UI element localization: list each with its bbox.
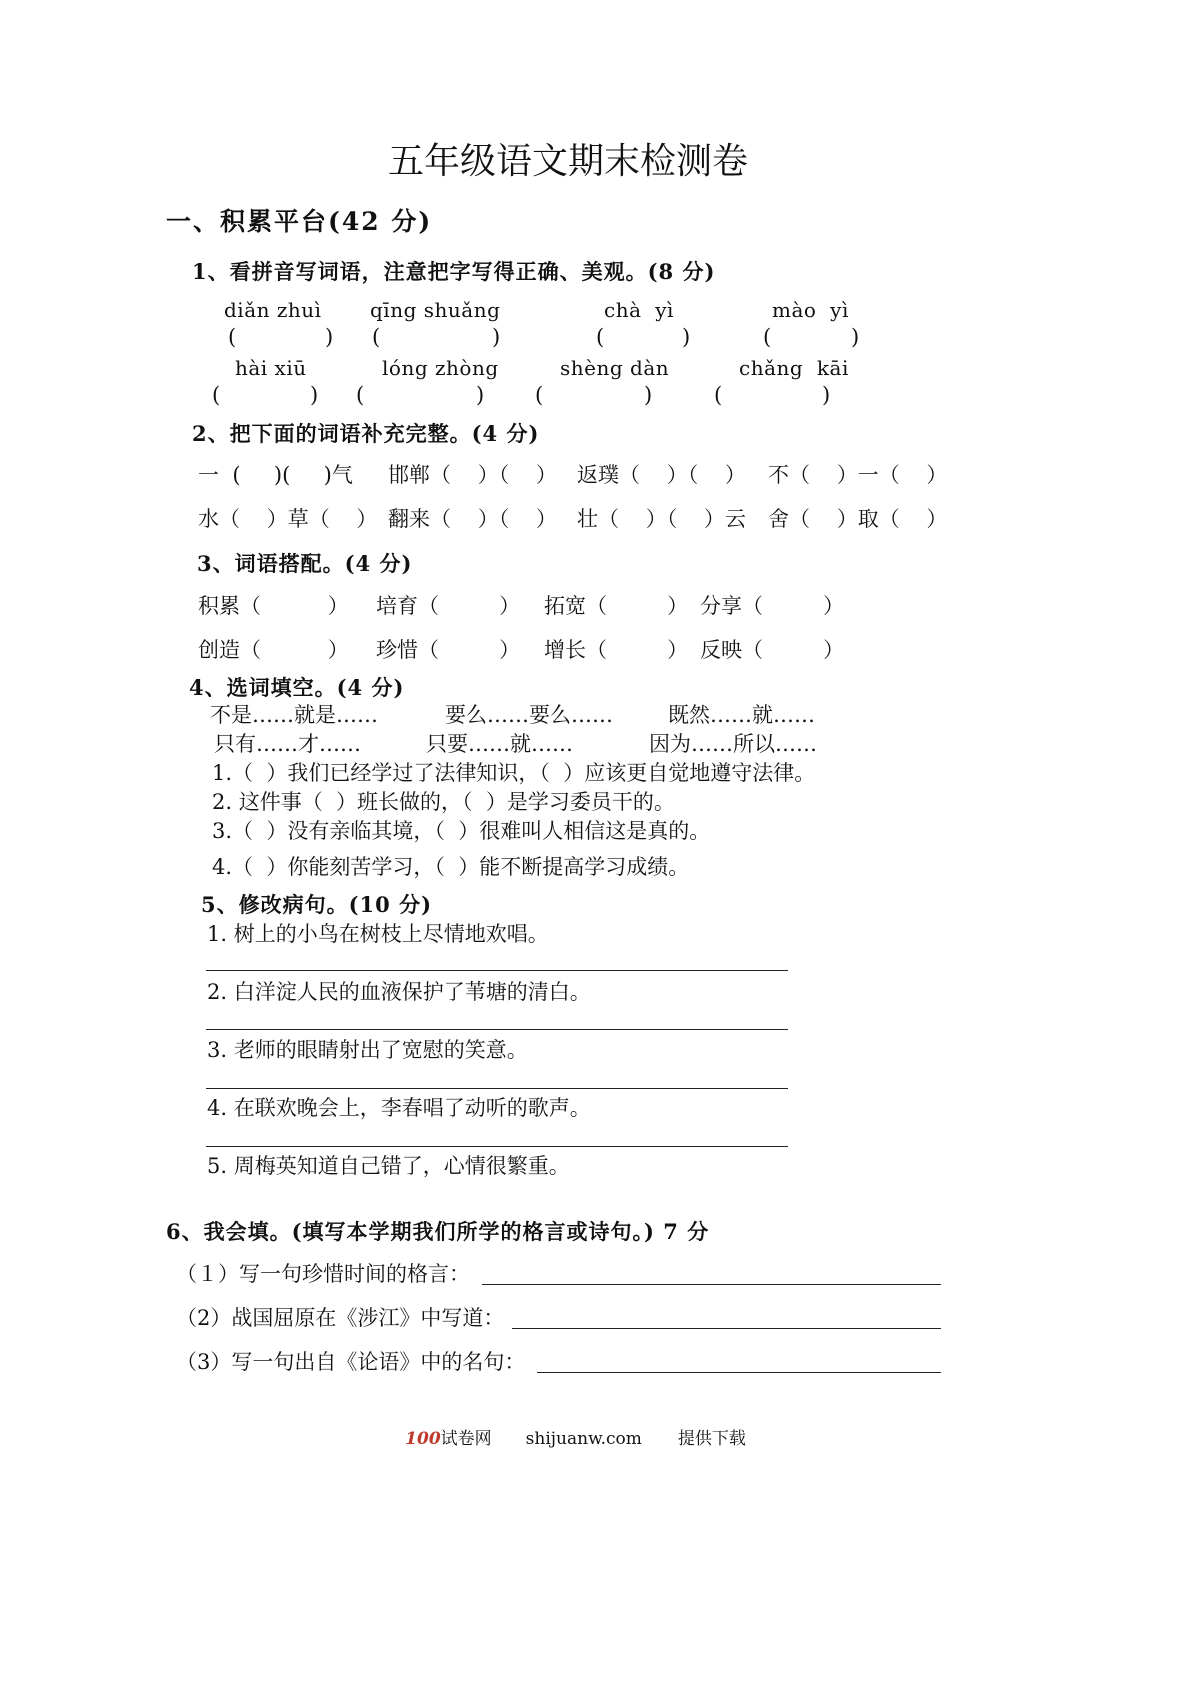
idiom-blank[interactable]: 一 ( )( )气 [198, 463, 353, 487]
pinyin-item: qīng shuǎng [370, 298, 501, 322]
pinyin-item: chà yì [604, 298, 674, 322]
answer-bracket-close[interactable]: ) [492, 325, 501, 349]
question-1-prompt: 1、看拼音写词语，注意把字写得正确、美观。(8 分) [192, 259, 716, 284]
answer-bracket-close[interactable]: ) [476, 383, 485, 407]
collocation-blank[interactable]: 反映（ ） [700, 638, 845, 662]
faulty-sentence: 4. 在联欢晚会上，李春唱了动听的歌声。 [207, 1096, 591, 1120]
answer-bracket-open[interactable]: ( [372, 325, 381, 349]
answer-bracket-open[interactable]: ( [596, 325, 605, 349]
page-title: 五年级语文期末检测卷 [388, 141, 749, 182]
answer-bracket-open[interactable]: ( [714, 383, 723, 407]
choice-word: 既然……就…… [668, 703, 815, 727]
answer-bracket-close[interactable]: ) [822, 383, 831, 407]
faulty-sentence: 3. 老师的眼睛射出了宽慰的笑意。 [207, 1038, 528, 1062]
fill-sentence[interactable]: 4.（ ）你能刻苦学习，（ ）能不断提高学习成绩。 [212, 855, 690, 879]
choice-word: 因为……所以…… [649, 732, 817, 756]
pinyin-item: hài xiū [235, 356, 307, 380]
pinyin-item: mào yì [772, 298, 849, 322]
collocation-blank[interactable]: 培育（ ） [376, 594, 521, 618]
idiom-blank[interactable]: 不（ ）一（ ） [768, 463, 948, 487]
section-heading: 一、积累平台(42 分) [166, 207, 433, 236]
answer-bracket-open[interactable]: ( [763, 325, 772, 349]
answer-line[interactable] [537, 1372, 941, 1373]
footer-note: 提供下载 [677, 1429, 746, 1449]
answer-line[interactable] [206, 1146, 788, 1147]
answer-line[interactable] [206, 1088, 788, 1089]
answer-line[interactable] [206, 1029, 788, 1030]
answer-line[interactable] [206, 970, 788, 971]
collocation-blank[interactable]: 珍惜（ ） [376, 638, 521, 662]
pinyin-item: diǎn zhuì [224, 298, 322, 322]
collocation-blank[interactable]: 创造（ ） [198, 638, 349, 662]
question-5-prompt: 5、修改病句。(10 分) [201, 892, 433, 917]
idiom-blank[interactable]: 壮（ ）（ ）云 [577, 507, 746, 531]
faulty-sentence: 1. 树上的小鸟在树枝上尽情地欢唱。 [207, 922, 549, 946]
answer-line[interactable] [482, 1284, 941, 1285]
question-3-prompt: 3、词语搭配。(4 分) [197, 551, 413, 576]
collocation-blank[interactable]: 积累（ ） [198, 594, 349, 618]
answer-bracket-close[interactable]: ) [851, 325, 860, 349]
choice-word: 只有……才…… [214, 732, 361, 756]
collocation-blank[interactable]: 拓宽（ ） [544, 594, 689, 618]
pinyin-item: lóng zhòng [382, 356, 499, 380]
faulty-sentence: 5. 周梅英知道自己错了，心情很繁重。 [207, 1154, 570, 1178]
answer-bracket-close[interactable]: ) [310, 383, 319, 407]
site-domain[interactable]: shijuanw.com [525, 1429, 642, 1449]
answer-bracket-open[interactable]: ( [212, 383, 221, 407]
answer-bracket-open[interactable]: ( [228, 325, 237, 349]
fill-sentence[interactable]: 2. 这件事（ ）班长做的，（ ）是学习委员干的。 [212, 790, 675, 814]
answer-bracket-close[interactable]: ) [682, 325, 691, 349]
pinyin-item: chǎng kāi [739, 356, 849, 380]
collocation-blank[interactable]: 增长（ ） [544, 638, 689, 662]
question-4-prompt: 4、选词填空。(4 分) [189, 675, 405, 700]
fill-prompt: （2）战国屈原在《涉江》中写道： [176, 1306, 505, 1330]
choice-word: 不是……就是…… [210, 703, 378, 727]
collocation-blank[interactable]: 分享（ ） [700, 594, 845, 618]
answer-bracket-close[interactable]: ) [644, 383, 653, 407]
answer-bracket-open[interactable]: ( [356, 383, 365, 407]
fill-prompt: （3）写一句出自《论语》中的名句： [176, 1350, 526, 1374]
choice-word: 要么……要么…… [445, 703, 613, 727]
pinyin-item: shèng dàn [560, 356, 670, 380]
footer [395, 1415, 746, 1448]
faulty-sentence: 2. 白洋淀人民的血液保护了苇塘的清白。 [207, 980, 591, 1004]
site-name: 试卷网 [440, 1429, 492, 1449]
question-6-prompt: 6、我会填。(填写本学期我们所学的格言或诗句。) 7 分 [166, 1219, 710, 1244]
answer-bracket-close[interactable]: ) [325, 325, 334, 349]
fill-prompt: （１）写一句珍惜时间的格言： [176, 1262, 470, 1286]
answer-line[interactable] [512, 1328, 941, 1329]
fill-sentence[interactable]: 3.（ ）没有亲临其境，（ ）很难叫人相信这是真的。 [212, 819, 711, 843]
idiom-blank[interactable]: 舍（ ）取（ ） [768, 507, 948, 531]
answer-bracket-open[interactable]: ( [535, 383, 544, 407]
fill-sentence[interactable]: 1.（ ）我们已经学过了法律知识，（ ）应该更自觉地遵守法律。 [212, 761, 816, 785]
idiom-blank[interactable]: 邯郸（ ）（ ） [388, 463, 557, 487]
idiom-blank[interactable]: 翻来（ ）（ ） [388, 507, 557, 531]
idiom-blank[interactable]: 返璞（ ）（ ） [577, 463, 746, 487]
site-logo: 100 [405, 1429, 441, 1449]
choice-word: 只要……就…… [426, 732, 573, 756]
question-2-prompt: 2、把下面的词语补充完整。(4 分) [192, 421, 540, 446]
idiom-blank[interactable]: 水（ ）草（ ） [198, 507, 378, 531]
